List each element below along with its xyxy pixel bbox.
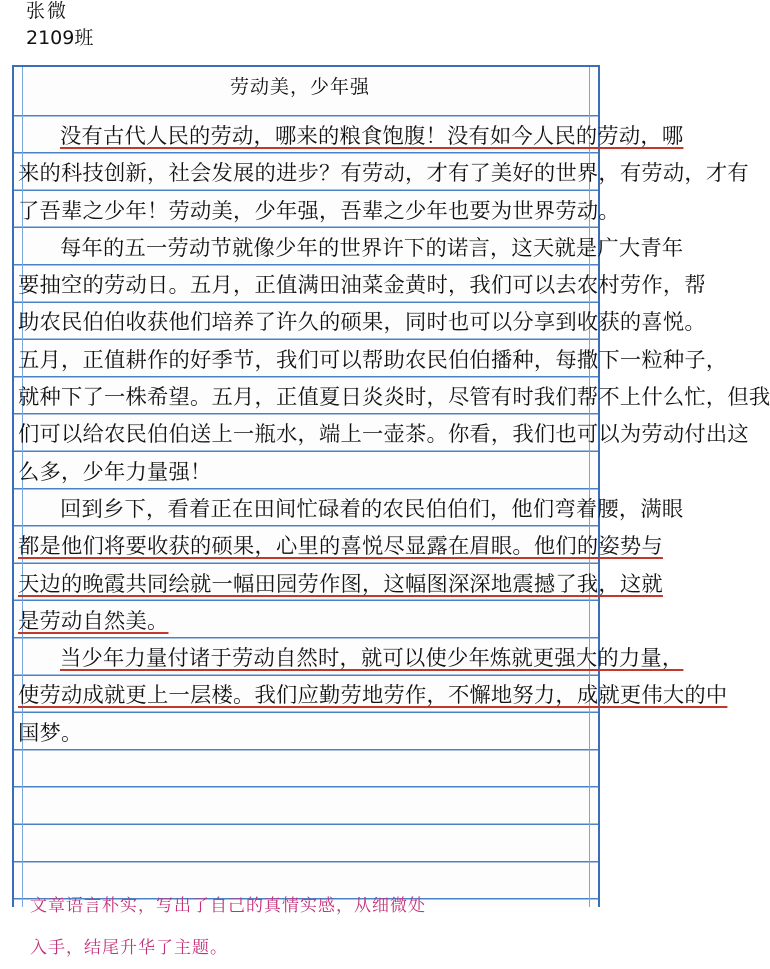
essay-line: 国梦。 [18, 720, 83, 746]
student-class: 2109班 [26, 27, 94, 49]
essay-line: 么多，少年力量强！ [18, 459, 212, 485]
student-name: 张微 [26, 0, 69, 22]
student-header [26, 0, 93, 49]
essay-line: 了吾辈之少年！劳动美，少年强，吾辈之少年也要为世界劳动。 [18, 198, 620, 224]
essay-line: 每年的五一劳动节就像少年的世界许下的诺言，这天就是广大青年 [60, 235, 684, 261]
essay-line: 助农民伯伯收获他们培养了许久的硕果，同时也可以分享到收获的喜悦。 [18, 310, 706, 336]
essay-line: 要抽空的劳动日。五月，正值满田油菜金黄时，我们可以去农村劳作，帮 [18, 273, 706, 299]
essay-line: 是劳动自然美。 [18, 608, 169, 634]
teacher-comment-line: 文章语言朴实，写出了自己的真情实感，从细微处 [30, 896, 426, 916]
essay-line: 们可以给农民伯伯送上一瓶水，端上一壶茶。你看，我们也可以为劳动付出这 [18, 422, 749, 448]
essay-body [18, 118, 770, 752]
essay-line: 使劳动成就更上一层楼。我们应勤劳地劳作，不懈地努力，成就更伟大的中 [18, 683, 728, 709]
essay-line: 天边的晚霞共同绘就一幅田园劳作图，这幅图深深地震撼了我，这就 [18, 571, 663, 597]
essay-line: 当少年力量付诸于劳动自然时，就可以使少年炼就更强大的力量， [60, 646, 684, 672]
teacher-comment [30, 885, 590, 969]
essay-line: 就种下了一株希望。五月，正值夏日炎炎时，尽管有时我们帮不上什么忙，但我 [18, 385, 770, 411]
essay-line: 回到乡下，看着正在田间忙碌着的农民伯伯们，他们弯着腰，满眼 [60, 496, 684, 522]
essay-line: 来的科技创新，社会发展的进步？有劳动，才有了美好的世界，有劳动，才有 [18, 161, 749, 187]
essay-line: 没有古代人民的劳动，哪来的粮食饱腹！没有如今人民的劳动，哪 [60, 124, 684, 149]
teacher-comment-line: 入手，结尾升华了主题。 [30, 938, 228, 958]
essay-title: 劳动美，少年强 [229, 76, 370, 98]
essay-line: 都是他们将要收获的硕果，心里的喜悦尽显露在眉眼。他们的姿势与 [18, 534, 663, 560]
essay-line: 五月，正值耕作的好季节，我们可以帮助农民伯伯播种，每撒下一粒种子， [18, 347, 728, 373]
